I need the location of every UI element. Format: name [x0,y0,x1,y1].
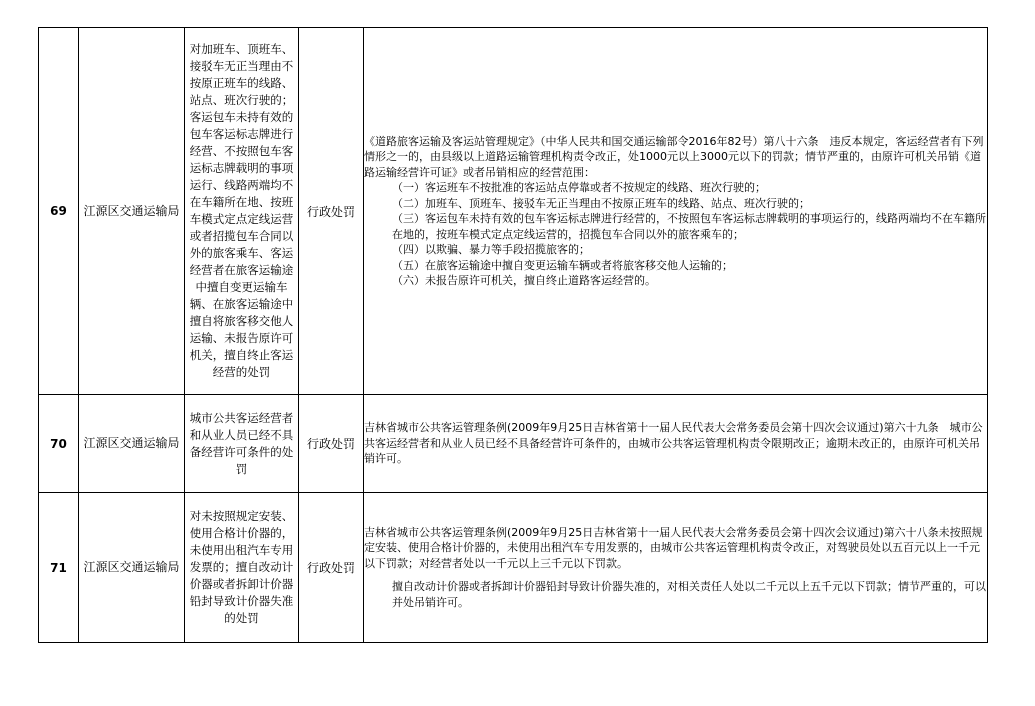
legal-basis-cell [364,28,988,395]
legal-basis-item: （二）加班车、顶班车、接驳车无正当理由不按原正班车的线路、站点、班次行驶的； [392,196,810,210]
legal-basis-item: （四）以欺骗、暴力等手段招揽旅客的； [392,243,590,256]
department-cell: 江源区交通运输局 [79,28,185,395]
legal-basis-paragraph: 吉林省城市公共客运管理条例(2009年9月25日吉林省第十一届人民代表大会常务委员会第十四次会议通过)第六十八条未按照规定安装、使用合格计价器的，未使用出租汽车专用发票的，由城市公共客运管理机构责令改正，对驾驶员处以五百元以上一千元以下罚款；对经营者处以一千元以上三千元以下罚款。 [364,525,983,570]
legal-basis-item: （三）客运包车未持有效的包车客运标志牌进行经营的，不按照包车客运标志牌载明的事项运行的，线路两端均不在车籍所在地的，按班车模式定点定线运营的，招揽包车合同以外的旅客乘车的； [392,212,986,241]
row-number: 70 [39,395,79,493]
table-row [39,493,988,643]
legal-basis-cell [364,395,988,493]
row-number: 71 [39,493,79,643]
penalty-item-cell: 对加班车、顶班车、接驳车无正当理由不按原正班车的线路、站点、班次行驶的；客运包车未持有效的包车客运标志牌进行经营、不按照包车客运标志牌载明的事项运行、线路两端均不在车籍所在地、按班车模式定点定线运营或者招揽包车合同以外的旅客乘车、客运经营者在旅客运输途中擅自变更运输车辆、在旅客运输途中擅自将旅客移交他人运输、未报告原许可机关，擅自终止客运经营的处罚 [185,28,299,395]
penalty-type-cell: 行政处罚 [299,28,364,395]
legal-basis-item: （一）客运班车不按批准的客运站点停靠或者不按规定的线路、班次行驶的； [392,181,766,194]
row-number: 69 [39,28,79,395]
penalty-type-cell: 行政处罚 [299,493,364,643]
legal-basis-cell [364,493,988,643]
department-cell: 江源区交通运输局 [79,493,185,643]
department-cell: 江源区交通运输局 [79,395,185,493]
table-row [39,28,988,395]
penalty-table [38,27,988,643]
legal-basis-intro: 《道路旅客运输及客运站管理规定》（中华人民共和国交通运输部令2016年82号）第八十六条 违反本规定，客运经营者有下列情形之一的，由县级以上道路运输管理机构责令改正，处1000元以上3000元以下的罚款；情节严重的，由原许可机关吊销《道路运输经营许可证》或者吊销相应的经营范围： [364,134,984,179]
paragraph-spacer [364,571,987,579]
legal-basis-paragraph: 擅自改动计价器或者拆卸计价器铅封导致计价器失准的，对相关责任人处以二千元以上五千元以下罚款；情节严重的，可以并处吊销许可。 [392,580,986,609]
legal-basis-paragraph: 吉林省城市公共客运管理条例(2009年9月25日吉林省第十一届人民代表大会常务委员会第十四次会议通过)第六十九条 城市公共客运经营者和从业人员已经不具备经营许可条件的，由城市公共客运管理机构责令限期改正；逾期未改正的，由原许可机关吊销许可。 [364,421,983,466]
legal-basis-item: （五）在旅客运输途中擅自变更运输车辆或者将旅客移交他人运输的； [392,258,733,272]
penalty-type-cell: 行政处罚 [299,395,364,493]
legal-basis-item: （六）未报告原许可机关，擅自终止道路客运经营的。 [392,274,656,287]
penalty-item-cell: 对未按照规定安装、使用合格计价器的，未使用出租汽车专用发票的；擅自改动计价器或者拆卸计价器铅封导致计价器失准的处罚 [185,493,299,643]
penalty-item-cell: 城市公共客运经营者和从业人员已经不具备经营许可条件的处罚 [185,395,299,493]
table-row [39,395,988,493]
